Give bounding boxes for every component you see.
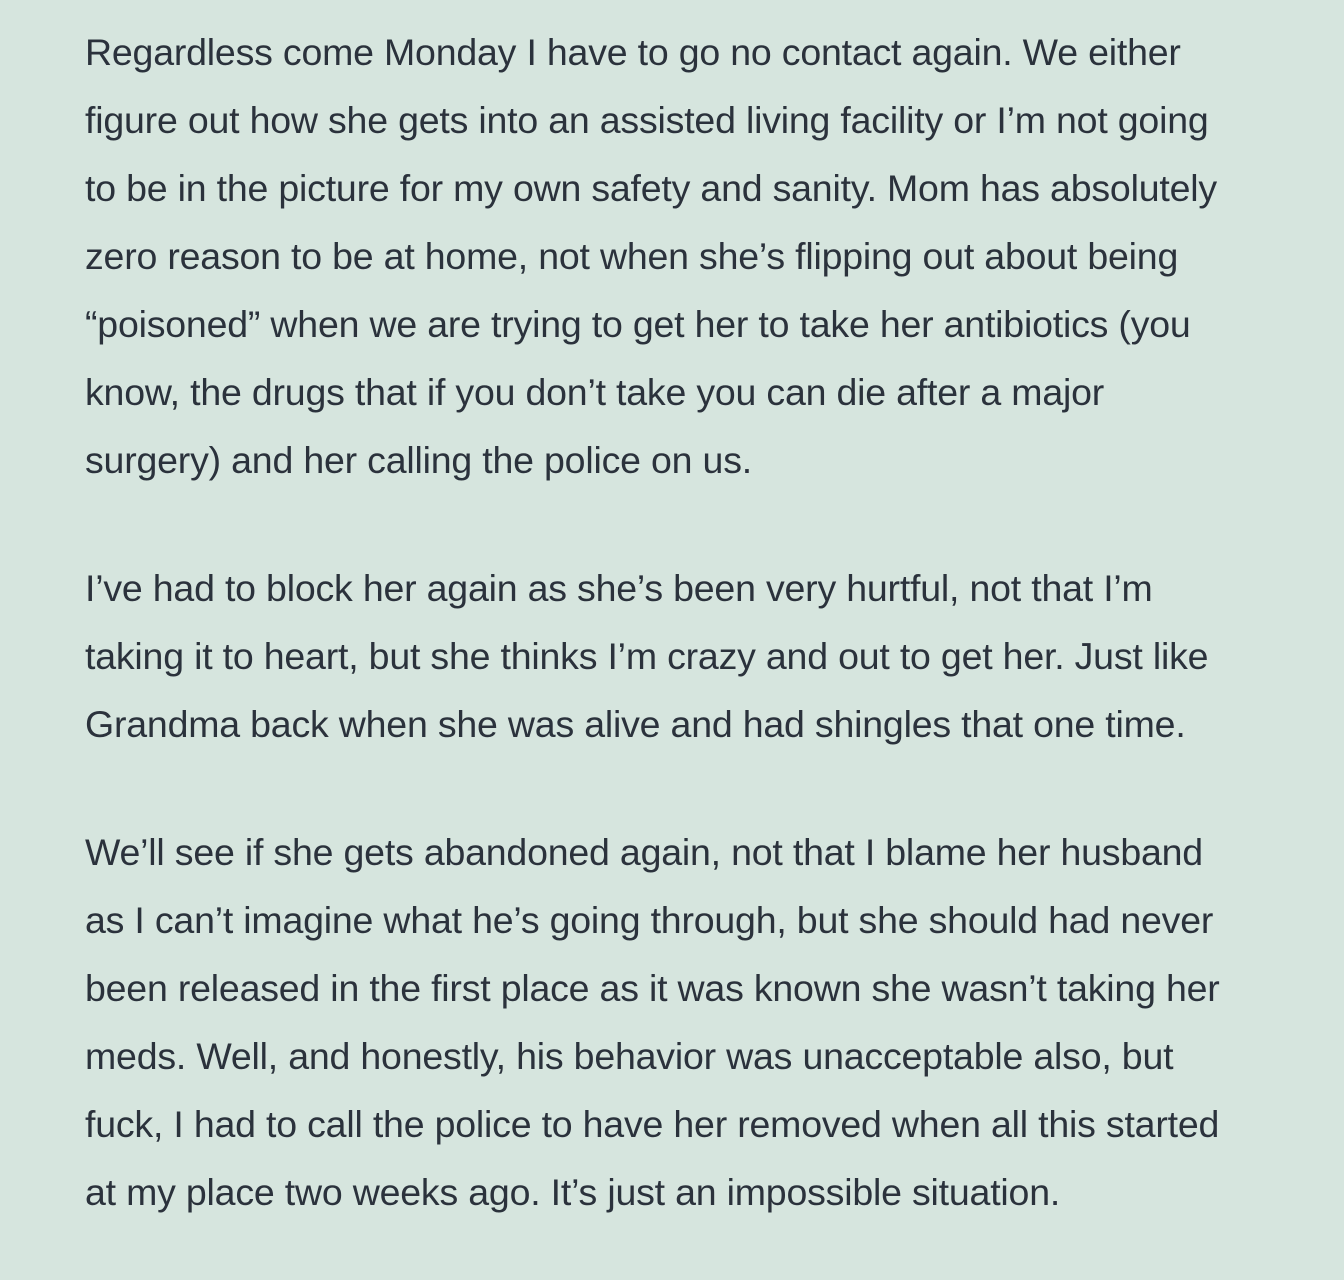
text-body — [85, 18, 1300, 1226]
paragraph-line: meds. Well, and honestly, his behavior was unacceptable also, but — [85, 1035, 1174, 1077]
paragraph-line: surgery) and her calling the police on us. — [85, 439, 752, 481]
paragraph-line: to be in the picture for my own safety and sanity. Mom has absolutely — [85, 167, 1217, 209]
paragraph-3 — [85, 818, 1300, 1226]
paragraph-line: We’ll see if she gets abandoned again, not that I blame her husband — [85, 831, 1203, 873]
paragraph-line: Regardless come Monday I have to go no contact again. We either — [85, 31, 1181, 73]
paragraph-line: know, the drugs that if you don’t take you can die after a major — [85, 371, 1105, 413]
paragraph-line: taking it to heart, but she thinks I’m crazy and out to get her. Just like — [85, 635, 1209, 677]
paragraph-line: at my place two weeks ago. It’s just an impossible situation. — [85, 1171, 1061, 1213]
paragraph-line: I’ve had to block her again as she’s been very hurtful, not that I’m — [85, 567, 1153, 609]
paragraph-line: “poisoned” when we are trying to get her to take her antibiotics (you — [85, 303, 1191, 345]
paragraph-line: as I can’t imagine what he’s going through, but she should had never — [85, 899, 1214, 941]
paragraph-line: figure out how she gets into an assisted living facility or I’m not going — [85, 99, 1209, 141]
paragraph-2 — [85, 554, 1300, 758]
paragraph-1 — [85, 18, 1300, 494]
paragraph-line: Grandma back when she was alive and had shingles that one time. — [85, 703, 1186, 745]
paragraph-line: been released in the first place as it was known she wasn’t taking her — [85, 967, 1220, 1009]
paragraph-line: zero reason to be at home, not when she’s flipping out about being — [85, 235, 1179, 277]
paragraph-line: fuck, I had to call the police to have her removed when all this started — [85, 1103, 1220, 1145]
